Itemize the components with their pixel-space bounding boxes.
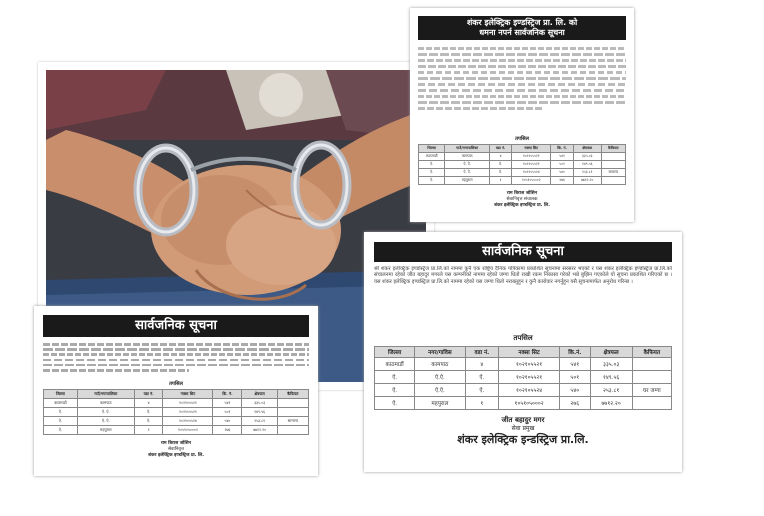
notice-left-table bbox=[43, 389, 309, 435]
table-cell: ऐ. ऐ. bbox=[77, 408, 134, 417]
table-cell: १ bbox=[134, 426, 163, 435]
table-cell: २५३.८१ bbox=[242, 417, 277, 426]
table-cell: ५०१ bbox=[213, 408, 242, 417]
table-cell: ५४१ bbox=[213, 399, 242, 408]
table-header: नक्सा सिट bbox=[499, 347, 560, 358]
table-cell: ७७१२.२० bbox=[573, 177, 601, 185]
table-cell: महपुराल bbox=[77, 426, 134, 435]
table-cell: ४ bbox=[465, 358, 499, 371]
table-cell: ५४१ bbox=[560, 358, 591, 371]
table-cell: १४९.५६ bbox=[242, 408, 277, 417]
table-header: कैफियत bbox=[601, 145, 625, 153]
table-cell: ५४१ bbox=[551, 153, 574, 161]
table-cell: १०२१०५५२१ bbox=[163, 408, 213, 417]
table-header: कैफियत bbox=[277, 390, 308, 399]
table-header: कैफियत bbox=[632, 347, 671, 358]
table-cell: काठमाडौं bbox=[419, 153, 445, 161]
table-cell: १०२१०५५२१ bbox=[499, 358, 560, 371]
table-cell: १ bbox=[489, 177, 511, 185]
table-cell: १०२१०५५२४ bbox=[163, 417, 213, 426]
table-cell: महपुराल bbox=[415, 397, 465, 410]
notice-left-sign-org: शंकर इलेक्ट्रिक इण्डस्ट्रिज प्रा. लि. bbox=[148, 453, 204, 458]
table-row bbox=[419, 177, 626, 185]
table-cell: २७६ bbox=[551, 177, 574, 185]
table-cell: ३३५.०३ bbox=[590, 358, 632, 371]
table-cell: १०५१०५०००२ bbox=[163, 426, 213, 435]
notice-right-table bbox=[374, 346, 672, 410]
notice-left-sign-name: राम बिराज जोशिन bbox=[160, 441, 192, 446]
table-cell: ऐ. bbox=[419, 161, 445, 169]
table-header: वडा नं. bbox=[465, 347, 499, 358]
table-header: नक्सा सिट bbox=[163, 390, 213, 399]
notice-left-table-caption: तपसिल bbox=[169, 381, 183, 387]
table-header: क्षेत्रफल bbox=[573, 145, 601, 153]
notice-top-sign-name: राम बिराज जोशिन bbox=[506, 191, 538, 196]
notice-top-banner bbox=[418, 16, 626, 40]
table-row bbox=[375, 371, 672, 384]
table-cell bbox=[277, 399, 308, 408]
notice-top-table-caption: तपसिल bbox=[515, 136, 529, 142]
table-cell: ऐ. bbox=[44, 417, 78, 426]
table-header: कि. नं. bbox=[213, 390, 242, 399]
table-cell: १४९.५६ bbox=[573, 161, 601, 169]
table-row bbox=[419, 161, 626, 169]
notice-right-body: श्री शंकर इलेक्ट्रिक इण्डस्ट्रिज प्रा.लि.को नाममा कुनै एक राष्ट्रिय दैनिक पत्रिकामा प्रकाशित सूचनामा सरसरर भएको र यस शंकर इलेक्ट्रिक इण्डस्ट्रिज प्रा.लि.को संचालनमा रहेको जीत बहादुर मगरले यस कम्पनीको नाममा रहेको जग्गा धितो राखी रकम निकासा गरेको भन्ने बुझिन गएकोले यो सूचना प्रकाशित गरिएको छ । यस शंकर इलेक्ट्रिक इण्डस्ट्रिज प्रा.लि.को नाममा रहेको यस जग्गा धितो नराख्नुहुन र कुनै कारोवार नगर्नुहुन यसै सूचनामार्फत अनुरोध गरिन्छ । bbox=[374, 266, 672, 285]
table-cell: ५४० bbox=[560, 384, 591, 397]
notice-top-sign-role: सेवानिवृत्त संचालक bbox=[506, 197, 538, 202]
table-cell: काठमाडौं bbox=[375, 358, 415, 371]
table-cell: २७६ bbox=[560, 397, 591, 410]
table-cell: १०२१०५५२४ bbox=[499, 384, 560, 397]
table-header: गाउँ/नगरपालिका bbox=[77, 390, 134, 399]
table-header-row bbox=[44, 390, 309, 399]
notice-left-banner bbox=[43, 315, 309, 337]
table-cell: ५४० bbox=[551, 169, 574, 177]
table-cell bbox=[601, 177, 625, 185]
table-header-row bbox=[375, 347, 672, 358]
table-header: वडा नं. bbox=[134, 390, 163, 399]
table-cell bbox=[632, 358, 671, 371]
table-cell: ऐ.ऐ. bbox=[415, 371, 465, 384]
table-header: कि.नं. bbox=[560, 347, 591, 358]
notice-right-sign-org: शंकर इलेक्ट्रिक इन्डस्ट्रिज प्रा.लि. bbox=[457, 433, 589, 446]
notice-right-banner bbox=[374, 242, 672, 262]
table-cell: १०२१०५५२१ bbox=[499, 371, 560, 384]
table-cell: ऐ. bbox=[489, 169, 511, 177]
table-cell: ऐ. bbox=[489, 161, 511, 169]
table-cell bbox=[632, 371, 671, 384]
notice-right-title: सार्वजनिक सूचना bbox=[482, 244, 564, 259]
table-cell bbox=[632, 397, 671, 410]
table-cell: ५०१ bbox=[551, 161, 574, 169]
table-header-row bbox=[419, 145, 626, 153]
table-row bbox=[419, 153, 626, 161]
notice-top-table bbox=[418, 144, 626, 185]
table-cell: ऐ. bbox=[419, 177, 445, 185]
table-header: वडा नं. bbox=[489, 145, 511, 153]
table-cell: १४९.५६ bbox=[590, 371, 632, 384]
table-cell bbox=[601, 161, 625, 169]
table-row bbox=[44, 399, 309, 408]
table-cell: ऐ. ऐ. bbox=[77, 417, 134, 426]
table-cell: कामपाठ bbox=[415, 358, 465, 371]
table-row bbox=[375, 397, 672, 410]
table-cell: ऐ. bbox=[375, 371, 415, 384]
table-row bbox=[375, 358, 672, 371]
table-cell: ७७१२.२० bbox=[590, 397, 632, 410]
table-cell: ऐ.ऐ. bbox=[415, 384, 465, 397]
table-cell: ऐ. bbox=[44, 426, 78, 435]
notice-left-title: सार्वजनिक सूचना bbox=[135, 318, 217, 333]
notice-top-signature bbox=[418, 191, 626, 209]
table-cell: ऐ. bbox=[134, 417, 163, 426]
table-cell: सामान्य bbox=[601, 169, 625, 177]
notice-left bbox=[34, 306, 318, 476]
table-header: जिल्ला bbox=[419, 145, 445, 153]
table-cell bbox=[277, 408, 308, 417]
table-row bbox=[44, 408, 309, 417]
table-header: जिल्ला bbox=[44, 390, 78, 399]
notice-right-table-caption: तपसिल bbox=[513, 334, 533, 342]
table-cell: ७७१२.२० bbox=[242, 426, 277, 435]
table-header: जिल्ला bbox=[375, 347, 415, 358]
notice-top-title-line1: शंकर इलेक्ट्रिक इण्डस्ट्रिज प्रा. लि. को bbox=[466, 18, 578, 27]
notice-top-title-line2: धमना नपर्न सार्वजनिक सूचना bbox=[479, 28, 565, 37]
table-cell: ऐ. bbox=[44, 408, 78, 417]
table-cell: १०२१०५५२४ bbox=[512, 169, 551, 177]
table-cell: ऐ. bbox=[134, 408, 163, 417]
table-header: गाउँ/नगरपालिका bbox=[445, 145, 489, 153]
table-cell: ३३५.०३ bbox=[242, 399, 277, 408]
table-cell: १०२१०५५२१ bbox=[512, 161, 551, 169]
table-row bbox=[375, 384, 672, 397]
table-cell: ऐ. bbox=[419, 169, 445, 177]
notice-top-sign-org: शंकर इलेक्ट्रिक इण्डस्ट्रिज प्रा. लि. bbox=[494, 203, 550, 208]
table-cell: २७६ bbox=[213, 426, 242, 435]
table-row bbox=[44, 426, 309, 435]
notice-top-body bbox=[418, 46, 626, 134]
table-header: नगर/गाविस bbox=[415, 347, 465, 358]
table-header: क्षेत्रफल bbox=[242, 390, 277, 399]
table-header: क्षेत्रफल bbox=[590, 347, 632, 358]
table-cell: ४ bbox=[134, 399, 163, 408]
notice-right-sign-role: सेवा प्रमुख bbox=[511, 425, 535, 432]
notice-left-sign-role: सेवानिवृत्त bbox=[168, 447, 184, 452]
notice-left-signature bbox=[43, 441, 309, 459]
table-cell: महपुराल bbox=[445, 177, 489, 185]
table-row bbox=[44, 417, 309, 426]
table-cell: घर जग्गा bbox=[632, 384, 671, 397]
table-cell: ३३५.०३ bbox=[573, 153, 601, 161]
table-cell: ऐ. ऐ. bbox=[445, 161, 489, 169]
table-cell: ५४० bbox=[213, 417, 242, 426]
table-cell: ५०१ bbox=[560, 371, 591, 384]
table-cell: १०२१०५५२१ bbox=[512, 153, 551, 161]
table-header: कि. नं. bbox=[551, 145, 574, 153]
notice-right bbox=[364, 232, 682, 472]
table-cell: ४ bbox=[489, 153, 511, 161]
table-cell bbox=[277, 426, 308, 435]
table-row bbox=[419, 169, 626, 177]
table-cell: कामपाठ bbox=[445, 153, 489, 161]
table-cell: ऐ. bbox=[375, 384, 415, 397]
notice-left-body bbox=[43, 343, 309, 379]
table-cell: काठमाडौं bbox=[44, 399, 78, 408]
notice-right-sign-name: जीत बहादुर मगर bbox=[501, 416, 545, 424]
table-cell bbox=[601, 153, 625, 161]
table-cell: ऐ. bbox=[465, 371, 499, 384]
table-cell: सामान्य bbox=[277, 417, 308, 426]
table-header: नक्सा सिट bbox=[512, 145, 551, 153]
table-cell: २५३.८१ bbox=[590, 384, 632, 397]
table-cell: ऐ. ऐ. bbox=[445, 169, 489, 177]
table-cell: १ bbox=[465, 397, 499, 410]
table-cell: ऐ. bbox=[375, 397, 415, 410]
notice-right-signature bbox=[374, 416, 672, 447]
table-cell: १०२१०५५२१ bbox=[163, 399, 213, 408]
table-cell: ऐ. bbox=[465, 384, 499, 397]
table-cell: कामपाठ bbox=[77, 399, 134, 408]
table-cell: १०५१०५०००२ bbox=[512, 177, 551, 185]
notice-top bbox=[410, 8, 634, 222]
table-cell: १०५१०५०००२ bbox=[499, 397, 560, 410]
table-cell: २५३.८१ bbox=[573, 169, 601, 177]
